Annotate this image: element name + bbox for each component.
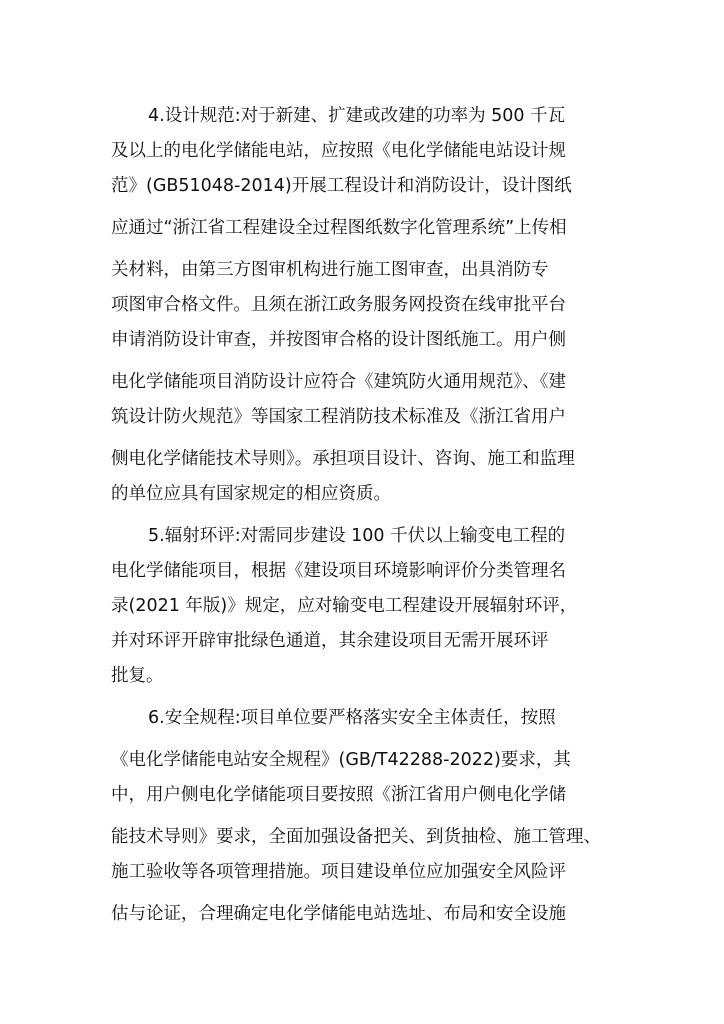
paragraph-4-line-3: 范》(GB51048-2014)开展工程设计和消防设计，设计图纸	[111, 176, 572, 196]
paragraph-5-line-2: 电化学储能项目，根据《建设项目环境影响评价分类管理名	[111, 561, 566, 581]
paragraph-4-line-5: 关材料，由第三方图审机构进行施工图审查，出具消防专	[111, 260, 549, 280]
paragraph-5-line-4: 并对环评开辟审批绿色通道，其余建设项目无需开展环评	[111, 631, 549, 651]
paragraph-4-line-7: 申请消防设计审查，并按图审合格的设计图纸施工。用户侧	[111, 330, 566, 350]
paragraph-4-line-2: 及以上的电化学储能电站，应按照《电化学储能电站设计规	[111, 141, 566, 161]
paragraph-5-line-1: 5.辐射环评:对需同步建设 100 千伏以上输变电工程的	[148, 526, 566, 546]
paragraph-4-line-1: 4.设计规范:对于新建、扩建或改建的功率为 500 千瓦	[148, 106, 566, 126]
paragraph-4-line-11: 的单位应具有国家规定的相应资质。	[111, 484, 391, 504]
paragraph-4-line-9: 筑设计防火规范》等国家工程消防技术标准及《浙江省用户	[111, 407, 566, 427]
paragraph-6-line-1: 6.安全规程:项目单位要严格落实安全主体责任，按照	[148, 708, 556, 728]
paragraph-4-line-8: 电化学储能项目消防设计应符合《建筑防火通用规范》、《建	[111, 372, 566, 392]
paragraph-6-line-2: 《电化学储能电站安全规程》(GB/T42288-2022)要求，其	[111, 750, 571, 770]
paragraph-5-line-5: 批复。	[111, 666, 164, 686]
paragraph-4-line-4: 应通过“浙江省工程建设全过程图纸数字化管理系统”上传相	[111, 218, 567, 238]
paragraph-5-line-3: 录(2021 年版)》规定，应对输变电工程建设开展辐射环评，	[111, 596, 578, 616]
paragraph-6-line-3: 中，用户侧电化学储能项目要按照《浙江省用户侧电化学储	[111, 785, 566, 805]
paragraph-4-line-10: 侧电化学储能技术导则》。承担项目设计、咨询、施工和监理	[111, 449, 575, 469]
paragraph-6-line-5: 施工验收等各项管理措施。项目建设单位应加强安全风险评	[111, 862, 566, 882]
paragraph-4-line-6: 项图审合格文件。且须在浙江政务服务网投资在线审批平台	[111, 295, 566, 315]
paragraph-6-line-4: 能技术导则》要求，全面加强设备把关、到货抽检、施工管理、	[111, 827, 601, 847]
paragraph-6-line-6: 估与论证，合理确定电化学储能电站选址、布局和安全设施	[111, 904, 566, 924]
